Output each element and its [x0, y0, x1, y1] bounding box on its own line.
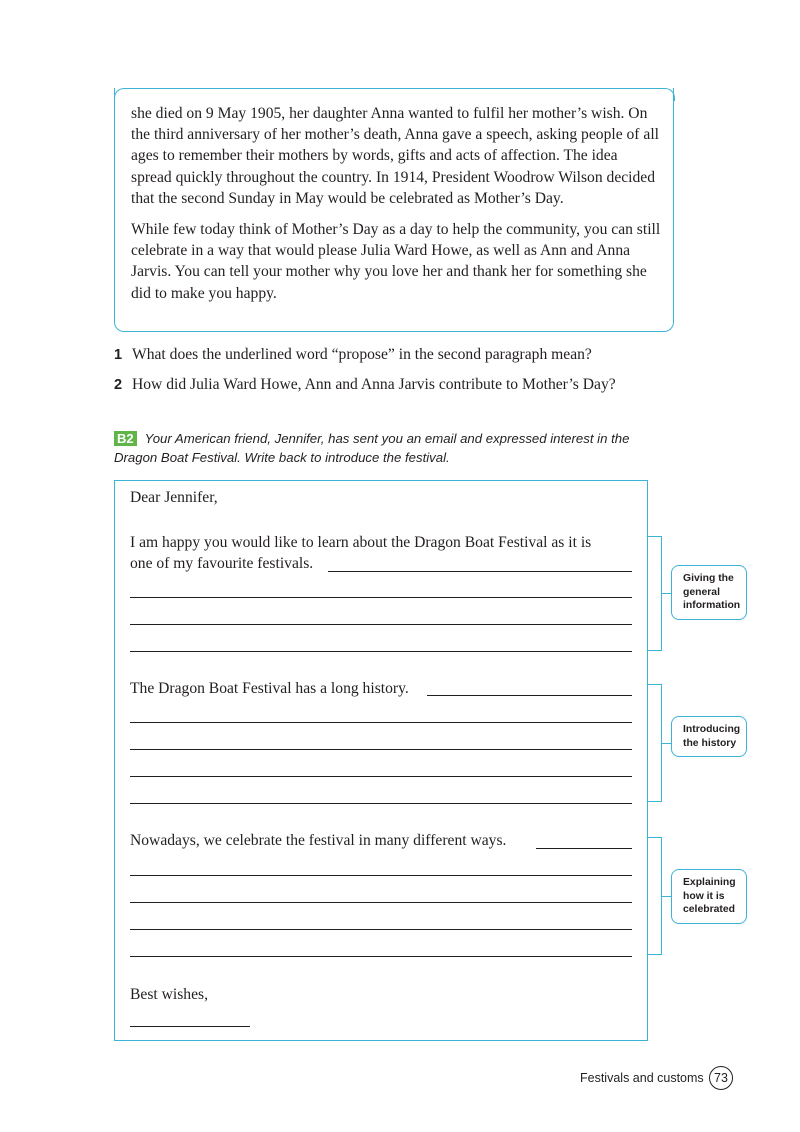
signature-line[interactable] [130, 1026, 250, 1027]
writing-line[interactable] [130, 651, 632, 652]
bracket-general [648, 536, 662, 651]
writing-line[interactable] [130, 875, 632, 876]
writing-line[interactable] [130, 803, 632, 804]
label-explaining-celebrated: Explaining how it is celebrated [671, 869, 747, 924]
writing-line[interactable] [328, 571, 632, 572]
writing-line[interactable] [427, 695, 632, 696]
letter-closing: Best wishes, [130, 986, 208, 1003]
task-instruction [114, 430, 674, 467]
reading-paragraph-1: she died on 9 May 1905, her daughter Anna wanted to fulfil her mother’s wish. On the third anniversary of her mother’s death, Anna gave a speech, asking people of all ages to remember their mothers by words, gifts and acts of affection. The idea spread quickly throughout the country. In 1914, President Woodrow Wilson decided that the second Sunday in May would be celebrated as Mother’s Day. [131, 105, 659, 207]
writing-line[interactable] [130, 749, 632, 750]
writing-line[interactable] [130, 722, 632, 723]
bracket-celebrated [648, 837, 662, 955]
reading-paragraph-2: While few today think of Mother’s Day as a day to help the community, you can still celebrate in a way that would please Julia Ward Howe, as well as Ann and Anna Jarvis. You can tell your mother why you love her and thank her for something she did to make you happy. [131, 221, 661, 302]
task-text: Your American friend, Jennifer, has sent you an email and expressed interest in the Dragon Boat Festival. Write back to introduce the festival. [114, 431, 630, 465]
bracket-connector [662, 896, 671, 897]
reading-passage [131, 103, 661, 314]
letter-intro-line-1: I am happy you would like to learn about the Dragon Boat Festival as it is [130, 534, 592, 551]
letter-greeting: Dear Jennifer, [130, 489, 218, 506]
question-number: 2 [114, 377, 123, 393]
task-badge: B2 [114, 431, 137, 446]
writing-line[interactable] [130, 902, 632, 903]
letter-history-start: The Dragon Boat Festival has a long history. [130, 680, 409, 697]
label-general-information: Giving the general information [671, 565, 747, 620]
bracket-history [648, 684, 662, 802]
footer-section-title: Festivals and customs [580, 1071, 704, 1085]
question-text: What does the underlined word “propose” in the second paragraph mean? [132, 346, 592, 363]
writing-line[interactable] [130, 624, 632, 625]
bracket-connector [662, 593, 671, 594]
writing-line[interactable] [130, 597, 632, 598]
writing-line[interactable] [130, 929, 632, 930]
label-introducing-history: Introducing the history [671, 716, 747, 757]
writing-line[interactable] [536, 848, 632, 849]
question-number: 1 [114, 347, 123, 363]
bracket-connector [662, 743, 671, 744]
question-text: How did Julia Ward Howe, Ann and Anna Jarvis contribute to Mother’s Day? [132, 376, 616, 393]
question-1 [114, 346, 592, 364]
reading-passage-box [114, 88, 674, 332]
letter-intro-line-2: one of my favourite festivals. [130, 555, 314, 572]
writing-line[interactable] [130, 956, 632, 957]
question-2 [114, 376, 616, 394]
page-number: 73 [709, 1066, 733, 1090]
writing-line[interactable] [130, 776, 632, 777]
letter-celebrate-start: Nowadays, we celebrate the festival in many different ways. [130, 832, 507, 849]
